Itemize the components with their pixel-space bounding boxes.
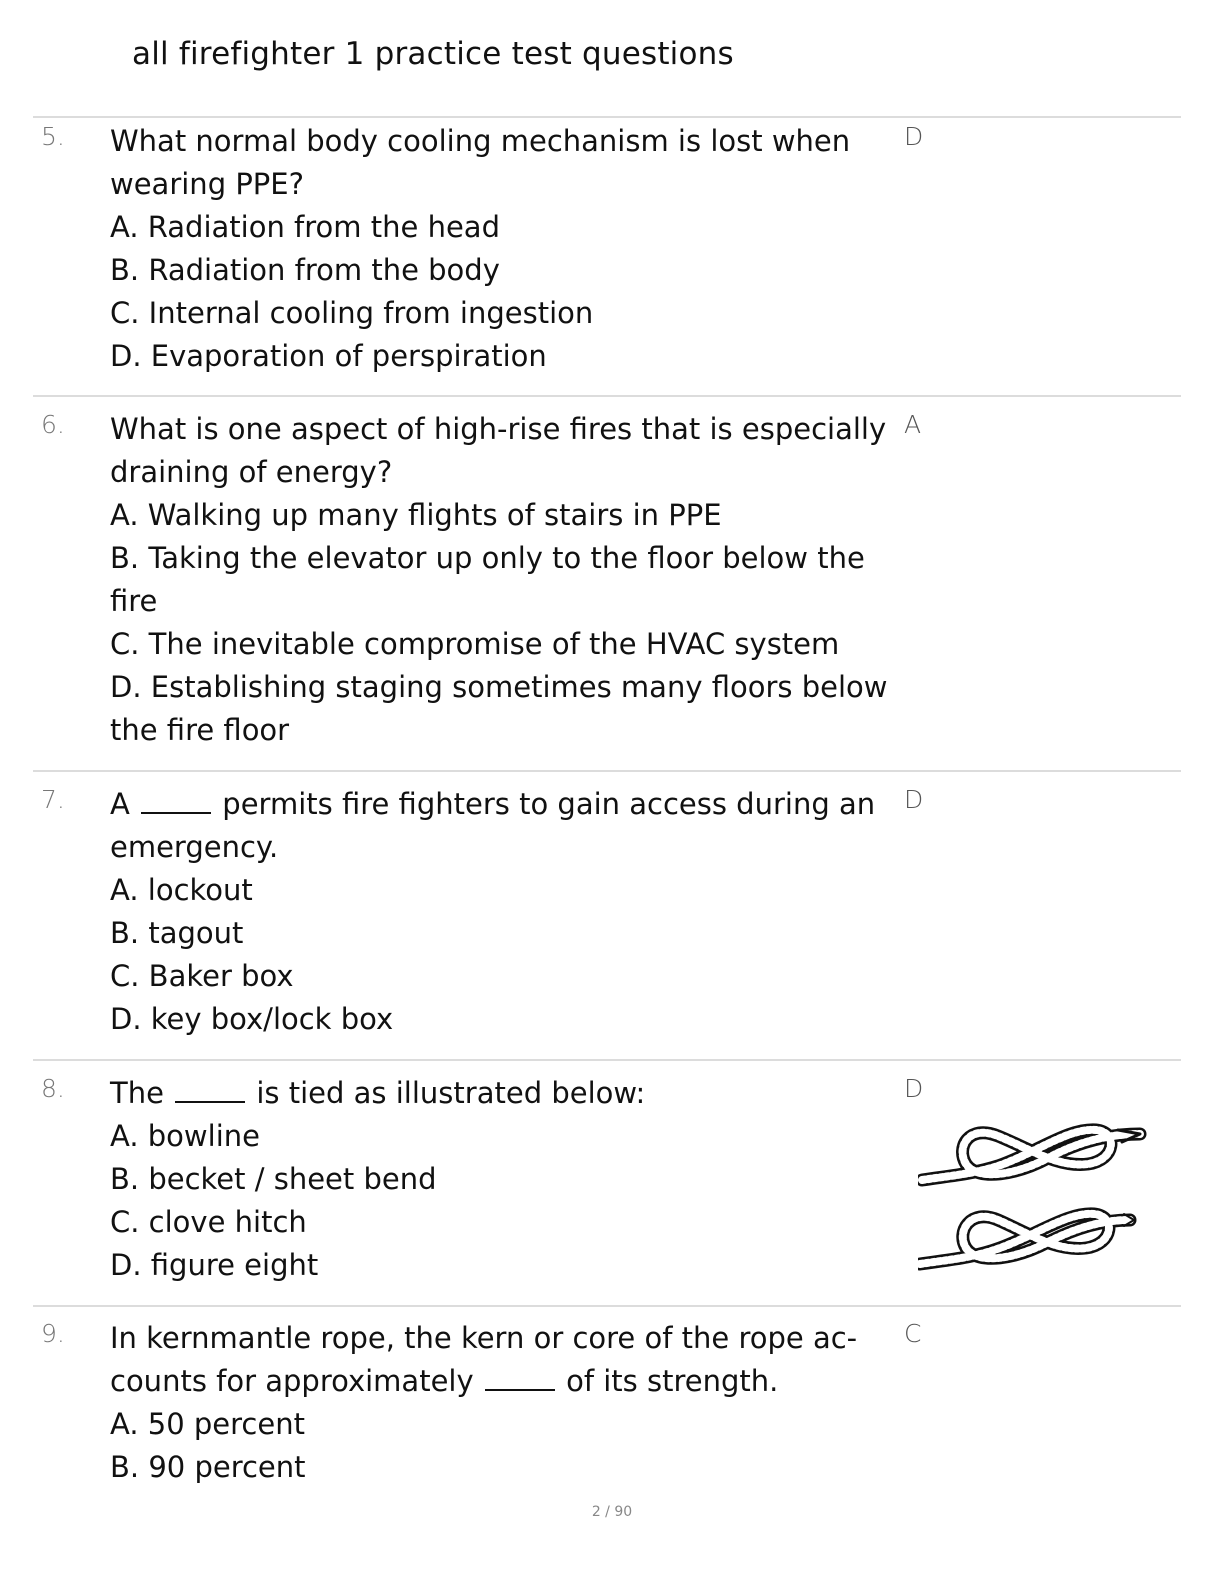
knot-dressed-drawing (920, 1214, 1134, 1264)
option-b: B. Taking the elevator up only to the floor below the fire (110, 541, 865, 618)
question-text (110, 1072, 900, 1115)
question-number: 8. (41, 1074, 65, 1103)
option-b: B. Radiation from the body (110, 253, 500, 287)
answer-key: D (904, 122, 924, 151)
option-b: B. 90 percent (110, 1450, 306, 1484)
question-body (110, 120, 900, 378)
question-body (110, 783, 900, 1041)
divider (33, 395, 1181, 397)
option-d: D. Evaporation of perspiration (110, 339, 547, 373)
answer-blank (175, 1081, 245, 1103)
question-text: What normal body cooling mechanism is lost when wearing PPE? (110, 124, 851, 201)
option-a: A. Walking up many flights of stairs in PPE (110, 498, 722, 532)
divider (33, 1059, 1181, 1061)
page-number: 2 / 90 (591, 1504, 633, 1520)
option-c: C. The inevitable compromise of the HVAC system (110, 627, 840, 661)
answer-key: D (904, 785, 924, 814)
answer-key: C (904, 1319, 922, 1348)
option-a: A. lockout (110, 873, 253, 907)
question-body (110, 408, 900, 752)
figure-eight-knot-illustration (918, 1108, 1148, 1278)
question-text-after: is tied as illustrated below: (256, 1076, 646, 1110)
question-number: 5. (41, 122, 65, 151)
question-text-before: A (110, 787, 130, 821)
option-d: D. figure eight (110, 1248, 319, 1282)
option-c: C. Internal cooling from ingestion (110, 296, 594, 330)
divider (33, 116, 1181, 118)
option-b: B. becket / sheet bend (110, 1162, 437, 1196)
option-d: D. Establishing staging sometimes many floors below the fire floor (110, 670, 888, 747)
question-text-after: of its strength. (566, 1364, 779, 1398)
question-text (110, 1317, 900, 1403)
question-text-before: In kernmantle rope, the kern or core of the rope ac-counts for approximately (110, 1321, 858, 1398)
question-body (110, 1317, 900, 1489)
divider (33, 1305, 1181, 1307)
document-title: all firefighter 1 practice test questions (132, 36, 734, 72)
question-text (110, 783, 900, 869)
divider (33, 770, 1181, 772)
option-a: A. 50 percent (110, 1407, 305, 1441)
option-c: C. clove hitch (110, 1205, 307, 1239)
option-c: C. Baker box (110, 959, 294, 993)
question-text-after: permits fire fighters to gain access during an emergency. (110, 787, 876, 864)
question-text: What is one aspect of high-rise fires that is especially draining of energy? (110, 412, 887, 489)
question-number: 9. (41, 1319, 65, 1348)
answer-blank (485, 1369, 555, 1391)
question-number: 6. (41, 410, 65, 439)
answer-key: A (904, 410, 922, 439)
question-number: 7. (41, 785, 65, 814)
knot-loose-drawing (922, 1130, 1140, 1180)
option-a: A. Radiation from the head (110, 210, 500, 244)
question-body (110, 1072, 900, 1287)
question-text-before: The (110, 1076, 164, 1110)
answer-blank (141, 792, 211, 814)
option-d: D. key box/lock box (110, 1002, 394, 1036)
option-b: B. tagout (110, 916, 244, 950)
option-a: A. bowline (110, 1119, 260, 1153)
answer-key: D (904, 1074, 924, 1103)
